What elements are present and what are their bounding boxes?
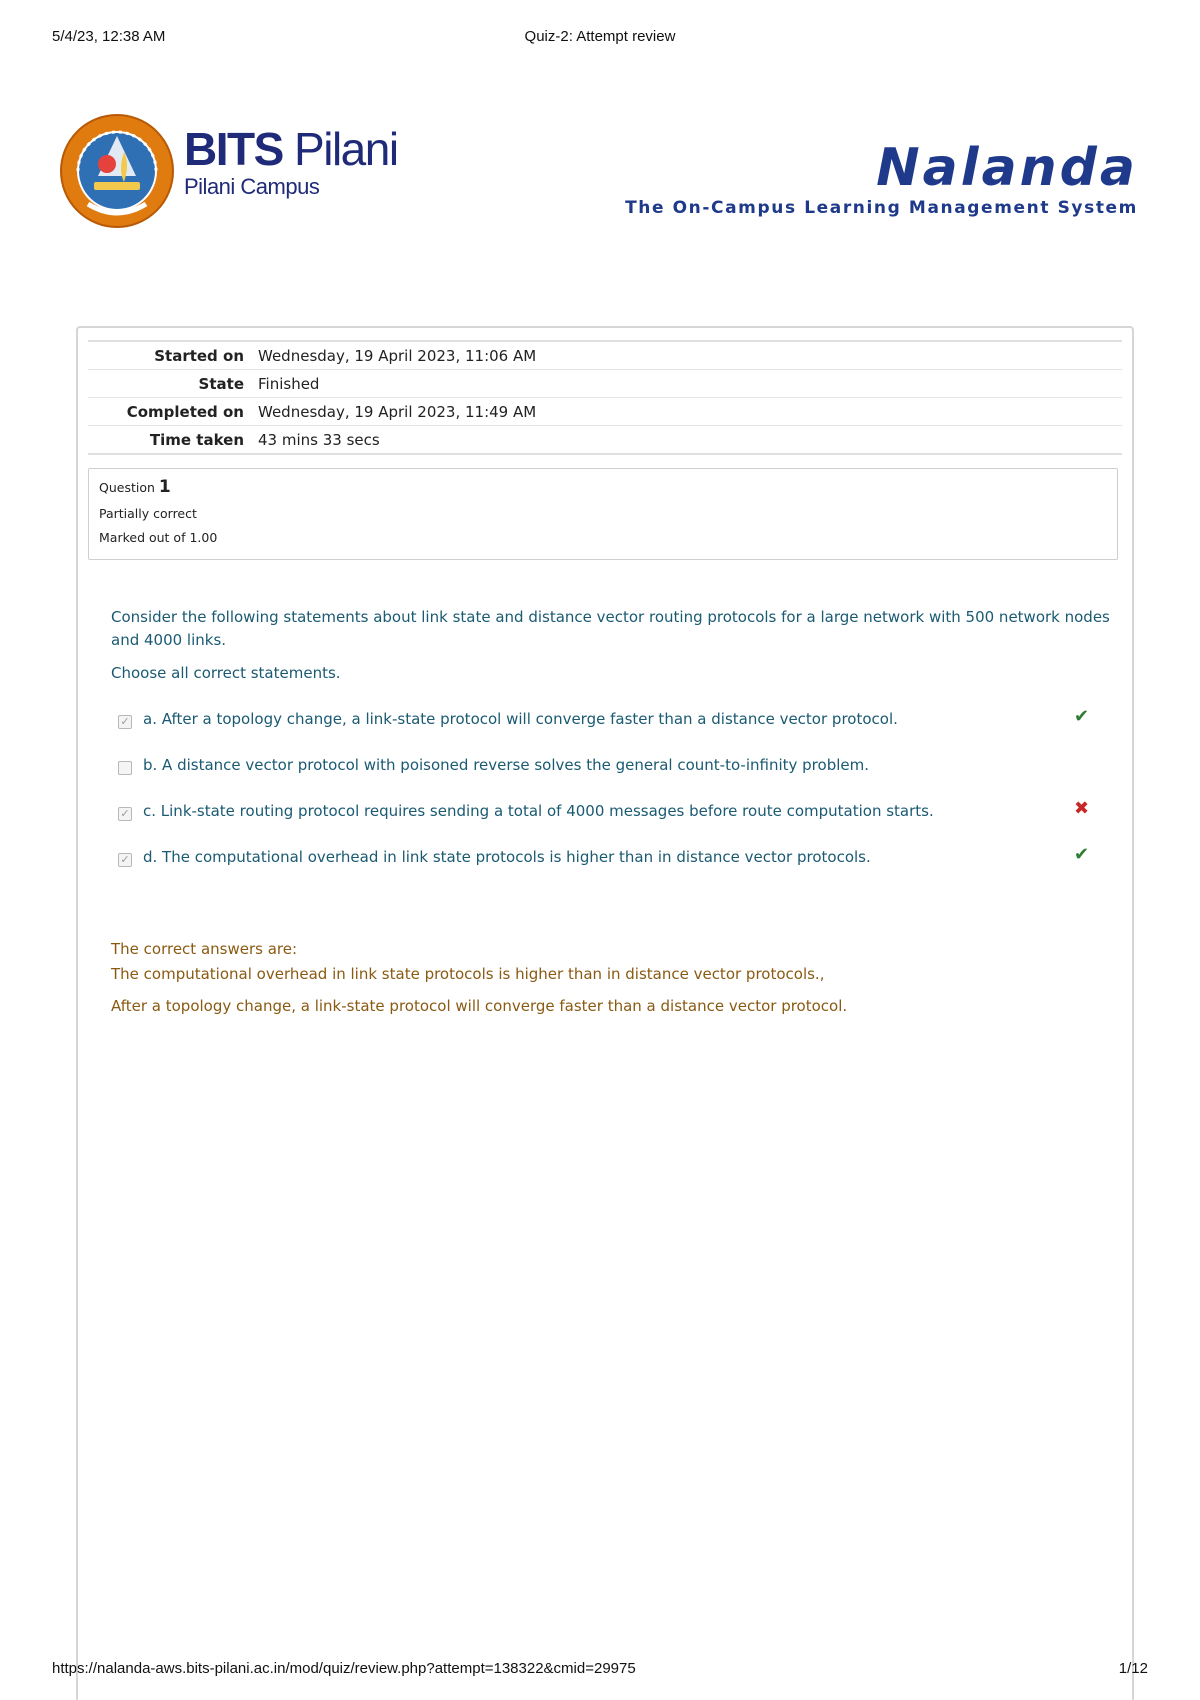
answer-options [118, 706, 1098, 894]
check-icon: ✔ [1074, 706, 1090, 727]
lms-wordmark [625, 140, 1138, 218]
lms-tagline: The On-Campus Learning Management System [625, 198, 1138, 218]
campus-name: Pilani Campus [184, 174, 320, 199]
checkbox-checked[interactable]: ✓ [118, 807, 132, 821]
question-prompt: Choose all correct statements. [111, 664, 341, 682]
summary-value: Wednesday, 19 April 2023, 11:49 AM [258, 398, 1122, 426]
question-info-box [88, 468, 1118, 560]
feedback-answer-2: After a topology change, a link-state protocol will converge faster than a distance vector protocol. [111, 997, 848, 1015]
print-url: https://nalanda-aws.bits-pilani.ac.in/mod/quiz/review.php?attempt=138322&cmid=29975 [52, 1660, 636, 1677]
question-marks: Marked out of 1.00 [99, 530, 218, 545]
check-icon: ✔ [1074, 844, 1090, 865]
question-status: Partially correct [99, 506, 197, 521]
print-footer [52, 1660, 1148, 1680]
institute-name-rest: Pilani [282, 123, 398, 175]
summary-value: 43 mins 33 secs [258, 426, 1122, 455]
summary-label: Completed on [88, 398, 258, 426]
checkbox-unchecked[interactable] [118, 761, 132, 775]
answer-option-text: a. After a topology change, a link-state protocol will converge faster than a distance vector protocol. [143, 710, 898, 728]
lms-name: Nalanda [876, 138, 1138, 198]
answer-option-text: d. The computational overhead in link state protocols is higher than in distance vector protocols. [143, 848, 871, 866]
summary-row [88, 370, 1122, 398]
print-header [52, 28, 1148, 48]
cross-icon: ✖ [1074, 798, 1090, 819]
institute-name [184, 123, 398, 175]
site-banner [56, 112, 1144, 242]
answer-option [118, 798, 1098, 848]
question-label: Question [99, 480, 155, 495]
correct-answers-feedback [111, 937, 1111, 1019]
print-page-number: 1/12 [1118, 1660, 1148, 1677]
summary-value: Finished [258, 370, 1122, 398]
summary-value: Wednesday, 19 April 2023, 11:06 AM [258, 341, 1122, 370]
answer-option-text: c. Link-state routing protocol requires sending a total of 4000 messages before route computation starts. [143, 802, 934, 820]
bits-pilani-seal-logo-icon [58, 112, 176, 230]
institute-name-bold: BITS [184, 123, 283, 175]
summary-row [88, 341, 1122, 370]
checkbox-checked[interactable]: ✓ [118, 853, 132, 867]
print-timestamp: 5/4/23, 12:38 AM [52, 28, 166, 45]
answer-option [118, 844, 1098, 894]
answer-option-text: b. A distance vector protocol with poisoned reverse solves the general count-to-infinity problem. [143, 756, 869, 774]
summary-label: State [88, 370, 258, 398]
answer-option [118, 756, 1098, 802]
institute-wordmark [184, 123, 398, 200]
attempt-summary-table [88, 340, 1122, 455]
answer-option [118, 706, 1098, 756]
summary-label: Time taken [88, 426, 258, 455]
feedback-heading: The correct answers are: [111, 940, 298, 958]
summary-label: Started on [88, 341, 258, 370]
question-number-value: 1 [158, 477, 171, 497]
summary-row [88, 398, 1122, 426]
print-page-title: Quiz-2: Attempt review [524, 28, 676, 45]
question-text-block [111, 606, 1111, 685]
checkbox-checked[interactable]: ✓ [118, 715, 132, 729]
question-number [99, 477, 1107, 497]
question-text: Consider the following statements about link state and distance vector routing protocols for a large network with 500 network nodes and 4000 links. [111, 608, 1110, 649]
feedback-answer-1: The computational overhead in link state protocols is higher than in distance vector protocols., [111, 965, 825, 983]
summary-row [88, 426, 1122, 455]
